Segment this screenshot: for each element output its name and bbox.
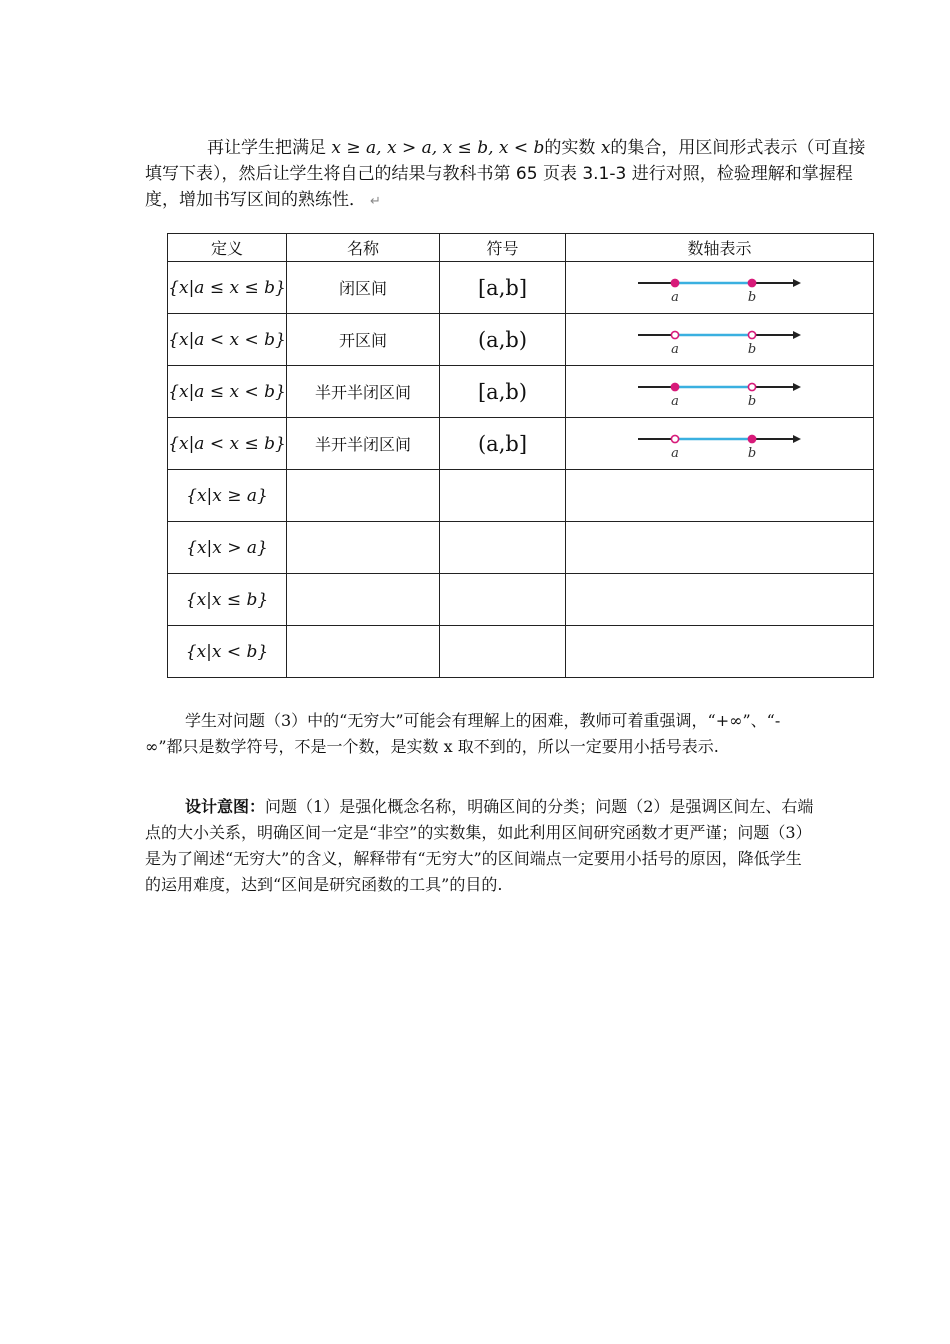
row-number-line <box>566 470 874 522</box>
open-endpoint-a <box>671 435 678 442</box>
row-number-line <box>566 366 874 418</box>
axis-label-b: b <box>747 445 756 461</box>
row-definition: {x|a ≤ x < b} <box>168 366 287 418</box>
infinity-paragraph <box>145 708 815 760</box>
table-row <box>168 574 874 626</box>
table-row <box>168 366 874 418</box>
intro-math: x ≥ a, x > a, x ≤ b, x < b <box>331 138 545 158</box>
interval-table <box>167 233 874 678</box>
axis-arrow-icon <box>793 383 801 391</box>
intro-after-math: 的实数 <box>544 138 596 158</box>
row-name <box>287 470 440 522</box>
axis-label-a: a <box>670 393 679 409</box>
axis-label-b: b <box>747 289 756 305</box>
closed-endpoint-b <box>748 279 755 286</box>
open-endpoint-b <box>748 331 755 338</box>
header-symbol: 符号 <box>440 234 566 262</box>
axis-arrow-icon <box>793 435 801 443</box>
row-name: 半开半闭区间 <box>287 366 440 418</box>
row-number-line <box>566 314 874 366</box>
row-name <box>287 522 440 574</box>
number-line-graphic <box>635 323 805 357</box>
axis-label-a: a <box>670 341 679 357</box>
row-symbol <box>440 470 566 522</box>
row-definition: {x|x > a} <box>168 522 287 574</box>
row-symbol: [a,b) <box>440 366 566 418</box>
intro-var: x <box>600 138 611 158</box>
table-row <box>168 262 874 314</box>
design-intent-paragraph <box>145 794 815 898</box>
row-definition: {x|a < x ≤ b} <box>168 418 287 470</box>
intro-before: 再让学生把满足 <box>207 138 326 158</box>
return-mark-icon: ↵ <box>370 194 381 209</box>
closed-endpoint-a <box>671 279 678 286</box>
axis-label-b: b <box>747 341 756 357</box>
row-number-line <box>566 574 874 626</box>
number-line-graphic <box>635 375 805 409</box>
intro-tail: 的集合，用区间形式表示（可直接填写下表），然后让学生将自己的结果与教科书第 65 页表 3.1-3 进行对照，检验理解和掌握程度，增加书写区间的熟练性． <box>145 138 866 210</box>
axis-label-a: a <box>670 289 679 305</box>
axis-arrow-icon <box>793 279 801 287</box>
table-row <box>168 522 874 574</box>
row-symbol <box>440 522 566 574</box>
open-endpoint-a <box>671 331 678 338</box>
row-symbol <box>440 574 566 626</box>
header-number-line: 数轴表示 <box>566 234 874 262</box>
row-name: 闭区间 <box>287 262 440 314</box>
row-definition: {x|a ≤ x ≤ b} <box>168 262 287 314</box>
row-symbol <box>440 626 566 678</box>
row-symbol: [a,b] <box>440 262 566 314</box>
table-row <box>168 418 874 470</box>
row-number-line <box>566 626 874 678</box>
header-name: 名称 <box>287 234 440 262</box>
row-definition: {x|x < b} <box>168 626 287 678</box>
row-name <box>287 574 440 626</box>
row-definition: {x|a < x < b} <box>168 314 287 366</box>
open-endpoint-b <box>748 383 755 390</box>
closed-endpoint-b <box>748 435 755 442</box>
number-line-graphic <box>635 271 805 305</box>
number-line-graphic <box>635 427 805 461</box>
design-intent-label: 设计意图： <box>185 797 266 816</box>
row-definition: {x|x ≥ a} <box>168 470 287 522</box>
row-definition: {x|x ≤ b} <box>168 574 287 626</box>
axis-label-b: b <box>747 393 756 409</box>
row-name: 开区间 <box>287 314 440 366</box>
row-symbol: (a,b) <box>440 314 566 366</box>
table-body <box>168 262 874 678</box>
row-number-line <box>566 418 874 470</box>
table-row <box>168 314 874 366</box>
infinity-text: 学生对问题（3）中的“无穷大”可能会有理解上的困难，教师可着重强调，“+∞”、“-∞”都只是数学符号，不是一个数，是实数 x 取不到的，所以一定要用小括号表示. <box>145 711 781 756</box>
axis-arrow-icon <box>793 331 801 339</box>
header-definition: 定义 <box>168 234 287 262</box>
row-name <box>287 626 440 678</box>
axis-label-a: a <box>670 445 679 461</box>
closed-endpoint-a <box>671 383 678 390</box>
row-name: 半开半闭区间 <box>287 418 440 470</box>
design-intent-text: 问题（1）是强化概念名称，明确区间的分类；问题（2）是强调区间左、右端点的大小关系，明确区间一定是“非空”的实数集，如此利用区间研究函数才更严谨；问题（3）是为了阐述“无穷大”的含义，解释带有“无穷大”的区间端点一定要用小括号的原因，降低学生的运用难度，达到“区间是研究函数的工具”的目的. <box>145 797 814 894</box>
table-header-row <box>168 234 874 262</box>
table-row <box>168 626 874 678</box>
row-symbol: (a,b] <box>440 418 566 470</box>
row-number-line <box>566 522 874 574</box>
intro-paragraph <box>145 135 875 215</box>
table-row <box>168 470 874 522</box>
row-number-line <box>566 262 874 314</box>
